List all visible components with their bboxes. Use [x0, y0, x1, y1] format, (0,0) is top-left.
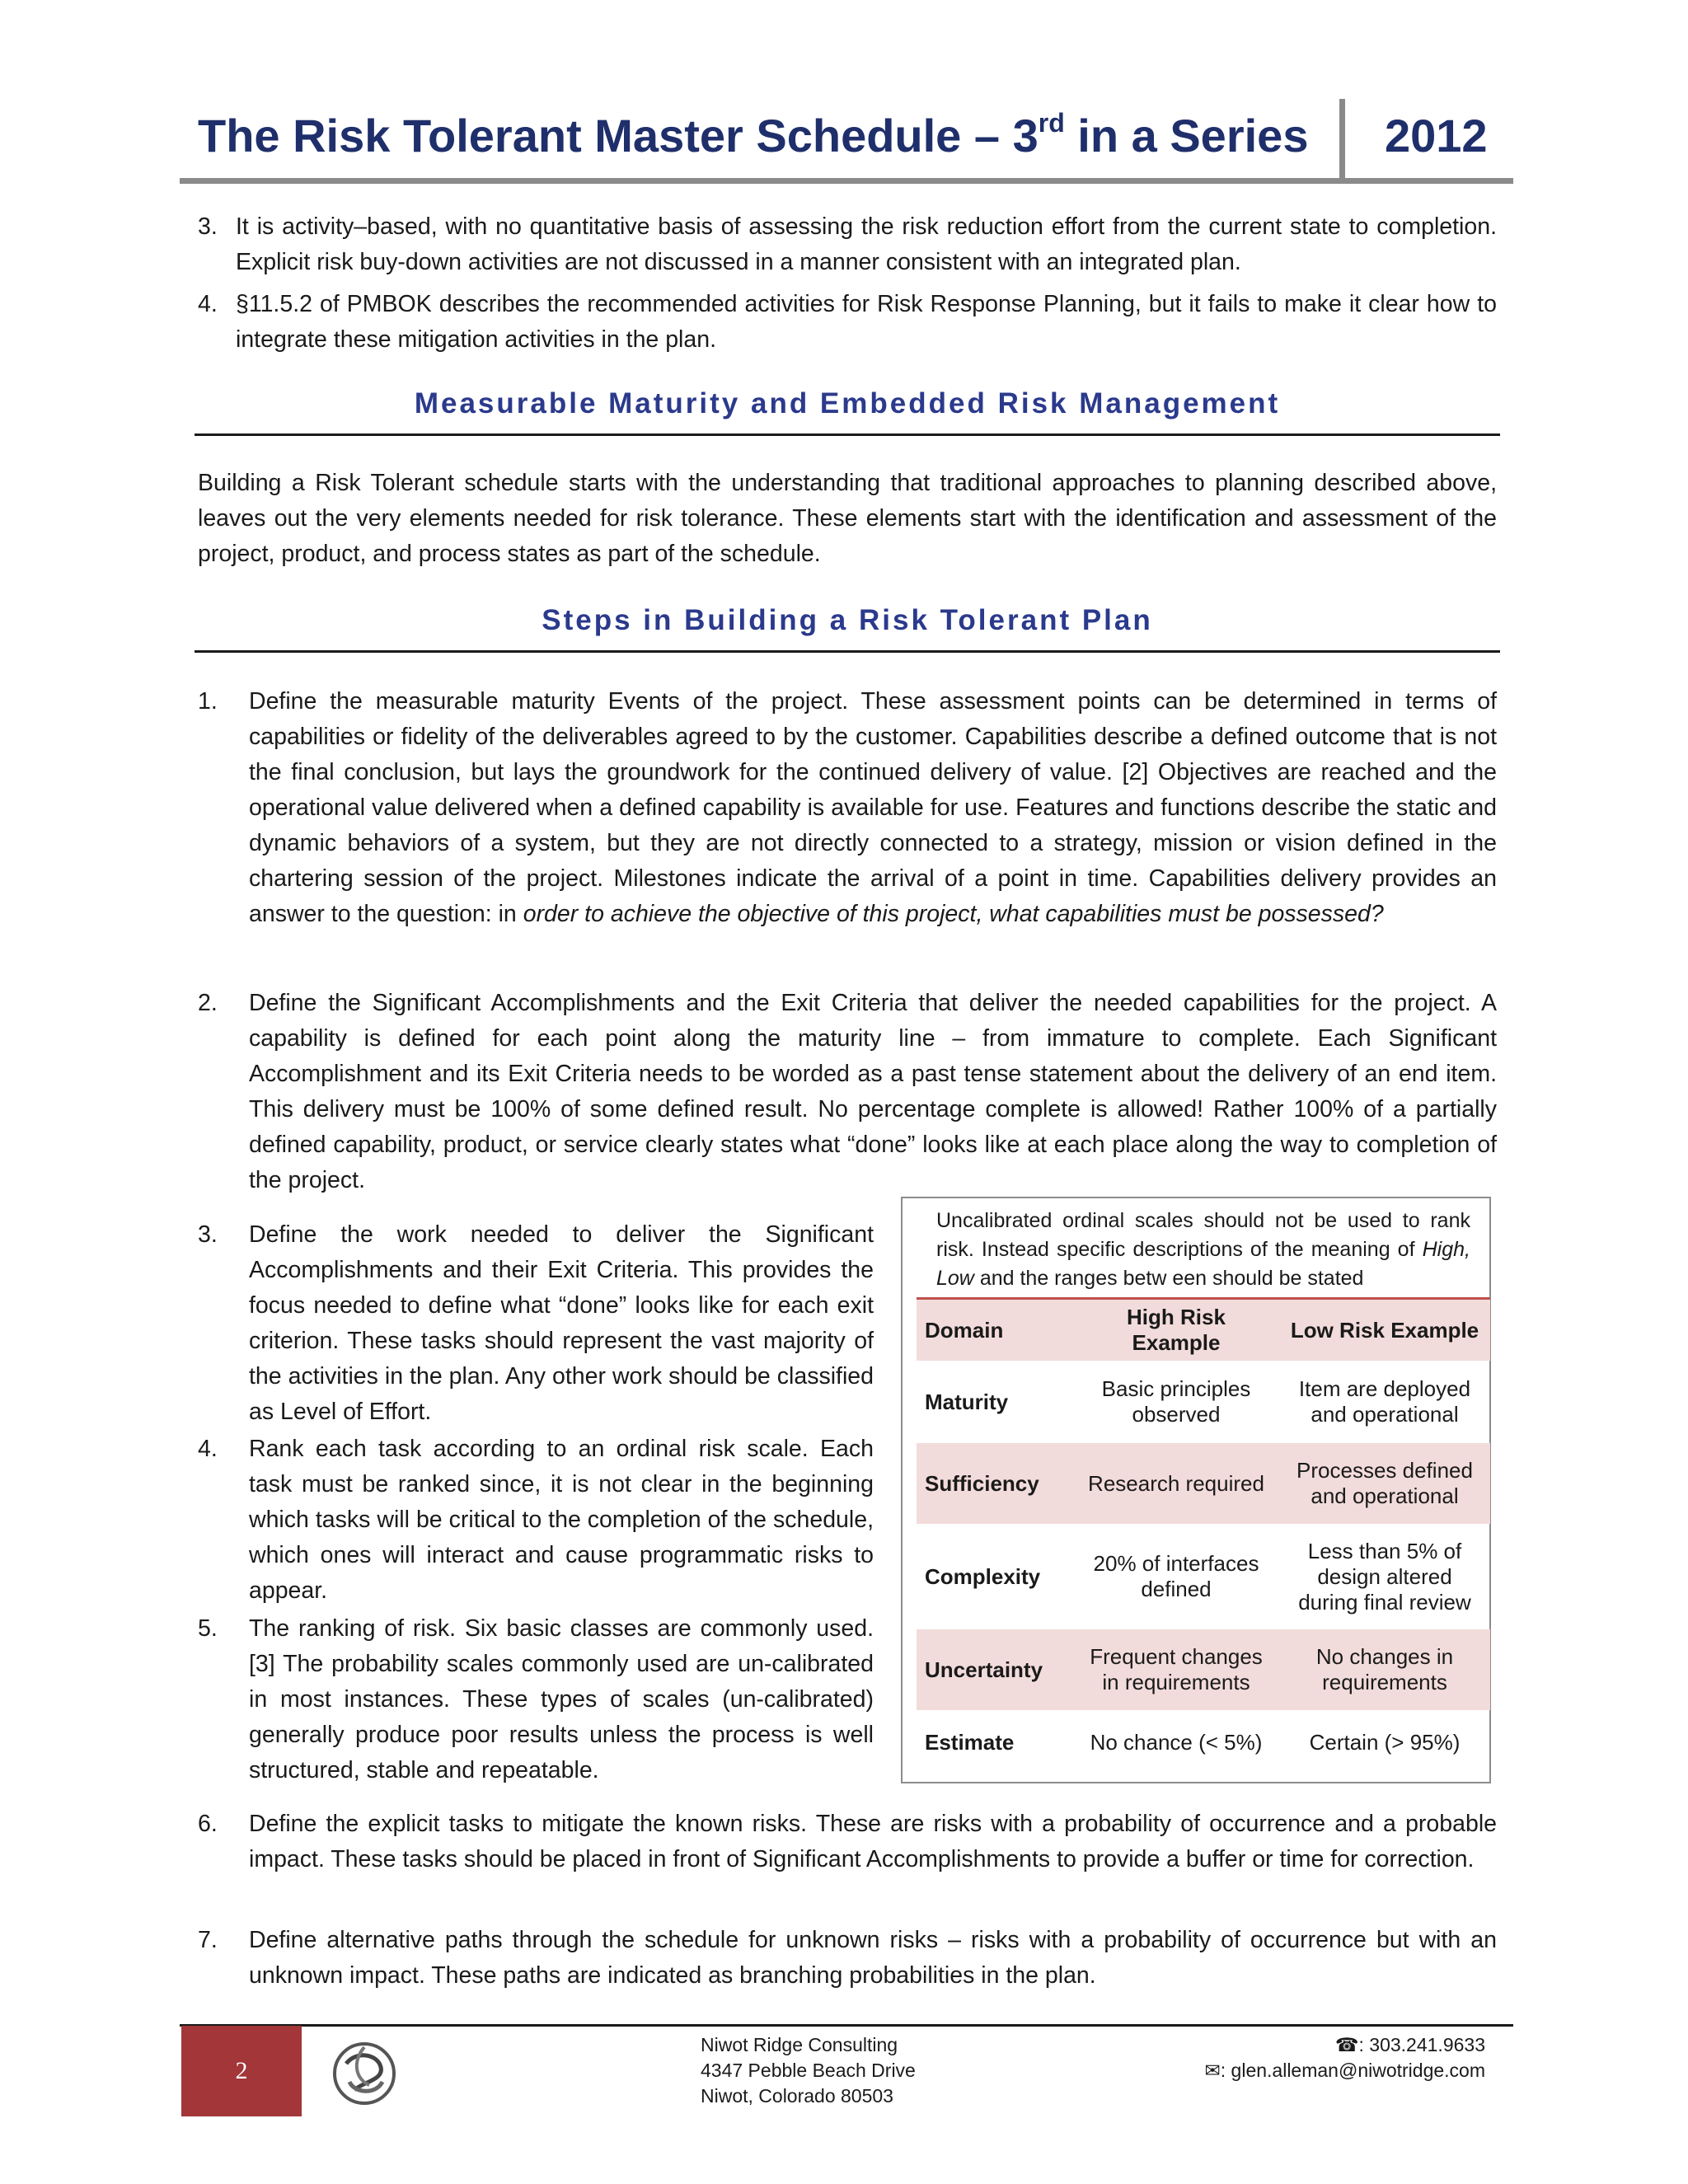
footer-address — [701, 2032, 916, 2109]
table-row — [917, 1443, 1490, 1524]
caption-start: Uncalibrated ordinal scales should not be used to rank risk. Instead specific descriptions of the meaning of — [936, 1209, 1470, 1261]
document-title — [198, 109, 1335, 162]
step-number: 2. — [198, 990, 218, 1016]
section-heading: Measurable Maturity and Embedded Risk Management — [414, 387, 1281, 419]
title-superscript: rd — [1038, 108, 1065, 138]
list-text: §11.5.2 of PMBOK describes the recommended activities for Risk Response Planning, but it fails to make it clear how to integrate these mitigation activities in the plan. — [236, 291, 1497, 353]
step-text: Define the work needed to deliver the Significant Accomplishments and their Exit Criteria. This provides the focus needed to define what “done” looks like for each exit criterion. These tasks should represent the vast majority of the activities in the plan. Any other work should be classified as Level of Effort. — [249, 1221, 874, 1425]
list-number: 3. — [198, 213, 218, 240]
table-cell-domain: Estimate — [925, 1729, 1015, 1755]
table-cell-domain: Complexity — [925, 1563, 1041, 1589]
footer-phone-line — [1164, 2032, 1485, 2058]
caption-end: and the ranges betw een should be stated — [973, 1267, 1364, 1290]
section-heading: Steps in Building a Risk Tolerant Plan — [542, 604, 1153, 636]
table-cell-domain: Uncertainty — [925, 1657, 1043, 1682]
section-rule — [195, 650, 1500, 653]
header-divider-vertical — [1339, 99, 1345, 181]
step-text: Define the Significant Accomplishments and the Exit Criteria that deliver the needed capabilities for the project. A capability is defined for each point along the maturity line – from immature to complete. Each Significant Accomplishment and its Exit Criteria needs to be worded as a past tense statement about the delivery of an end item. This delivery must be 100% of some defined result. No percentage complete is allowed! Rather 100% of a partially defined capability, product, or service clearly states what “done” looks like at each place along the way to completion of the project. — [249, 990, 1497, 1193]
header-year: 2012 — [1385, 110, 1488, 162]
step-text-italic: order to achieve the objective of this project, what capabilities must be possessed? — [523, 901, 1384, 927]
table-header-row — [917, 1300, 1490, 1361]
step-text — [249, 684, 1497, 932]
footer-company: Niwot Ridge Consulting — [701, 2034, 898, 2055]
footer-email: : glen.alleman@niwotridge.com — [1220, 2060, 1485, 2081]
table-cell-low: Item are deployed and operational — [1298, 1376, 1471, 1427]
footer-contact — [1164, 2032, 1485, 2083]
step-number: 5. — [198, 1615, 218, 1642]
header-rule — [180, 178, 1513, 184]
title-main: The Risk Tolerant Master Schedule – 3 — [198, 110, 1039, 162]
table-cell-low: Less than 5% of design altered during final review — [1298, 1538, 1471, 1615]
email-icon: ✉ — [1204, 2060, 1221, 2081]
table-cell-low: Certain (> 95%) — [1309, 1729, 1461, 1755]
risk-table-caption — [936, 1207, 1470, 1293]
table-row — [917, 1710, 1490, 1774]
footer-address-line2: Niwot, Colorado 80503 — [701, 2085, 893, 2107]
step-number: 1. — [198, 688, 218, 715]
table-cell-low: Processes defined and operational — [1296, 1458, 1473, 1508]
step-text: The ranking of risk. Six basic classes are commonly used. [3] The probability scales commonly used are un-calibrated in most instances. These types of scales (un-calibrated) generally produce poor results unless the process is well structured, stable and repeatable. — [249, 1615, 874, 1783]
title-tail: in a Series — [1064, 110, 1309, 162]
table-cell-high: Frequent changes in requirements — [1090, 1644, 1263, 1694]
footer-phone: : 303.241.9633 — [1358, 2034, 1485, 2055]
step-number: 7. — [198, 1927, 218, 1953]
risk-table — [917, 1300, 1490, 1774]
footer-email-line — [1164, 2058, 1485, 2083]
caption-italic: High, Low — [936, 1238, 1470, 1290]
step-text: Rank each task according to an ordinal risk scale. Each task must be ranked since, it is not clear in the beginning which tasks will be critical to the completion of the schedule, which ones will interact and cause programmatic risks to appear. — [249, 1436, 874, 1604]
table-cell-high: Research required — [1088, 1470, 1264, 1496]
footer-address-line1: 4347 Pebble Beach Drive — [701, 2060, 916, 2081]
column-header-domain: Domain — [925, 1317, 1004, 1343]
table-cell-high: Basic principles observed — [1101, 1376, 1251, 1427]
step-number: 4. — [198, 1436, 218, 1462]
list-text: It is activity–based, with no quantitative basis of assessing the risk reduction effort from the current state to completion. Explicit risk buy-down activities are not discussed in a manner consistent with an integrated plan. — [236, 213, 1497, 275]
section-paragraph: Building a Risk Tolerant schedule starts with the understanding that traditional approaches to planning described above, leaves out the very elements needed for risk tolerance. These elements start with the identification and assessment of the project, product, and process states as part of the schedule. — [198, 470, 1497, 567]
footer-rule — [180, 2024, 1513, 2027]
section-rule — [195, 434, 1500, 436]
company-logo-icon — [330, 2039, 399, 2108]
step-number: 3. — [198, 1221, 218, 1248]
page-number: 2 — [181, 2026, 302, 2116]
step-text: Define the explicit tasks to mitigate the known risks. These are risks with a probability of occurrence and a probable impact. These tasks should be placed in front of Significant Accomplishments to provide a buffer or time for correction. — [249, 1811, 1497, 1872]
step-number: 6. — [198, 1811, 218, 1837]
table-cell-domain: Sufficiency — [925, 1470, 1039, 1496]
step-text: Define alternative paths through the schedule for unknown risks – risks with a probability of occurrence but with an unknown impact. These paths are indicated as branching probabilities in the plan. — [249, 1927, 1497, 1989]
table-row — [917, 1361, 1490, 1443]
column-header-high: High Risk Example — [1127, 1305, 1226, 1355]
table-cell-domain: Maturity — [925, 1389, 1009, 1414]
table-cell-high: 20% of interfaces defined — [1093, 1551, 1259, 1601]
phone-icon: ☎ — [1334, 2034, 1359, 2055]
column-header-low: Low Risk Example — [1290, 1317, 1479, 1343]
table-row — [917, 1629, 1490, 1710]
table-row — [917, 1524, 1490, 1629]
step-text-regular: Define the measurable maturity Events of the project. These assessment points can be determined in terms of capabilities or fidelity of the deliverables agreed to by the customer. Capabilities describe a defined outcome that is not the final conclusion, but lays the groundwork for the continued delivery of value. [2] Objectives are reached and the operational value delivered when a defined capability is available for use. Features and functions describe the static and dynamic behaviors of a system, but they are not directly connected to a strategy, mission or vision defined in the chartering session of the project. Milestones indicate the arrival of a point in time. Capabilities delivery provides an answer to the question: in — [249, 688, 1497, 927]
table-cell-high: No chance (< 5%) — [1090, 1729, 1263, 1755]
table-cell-low: No changes in requirements — [1315, 1644, 1454, 1694]
list-number: 4. — [198, 291, 218, 317]
